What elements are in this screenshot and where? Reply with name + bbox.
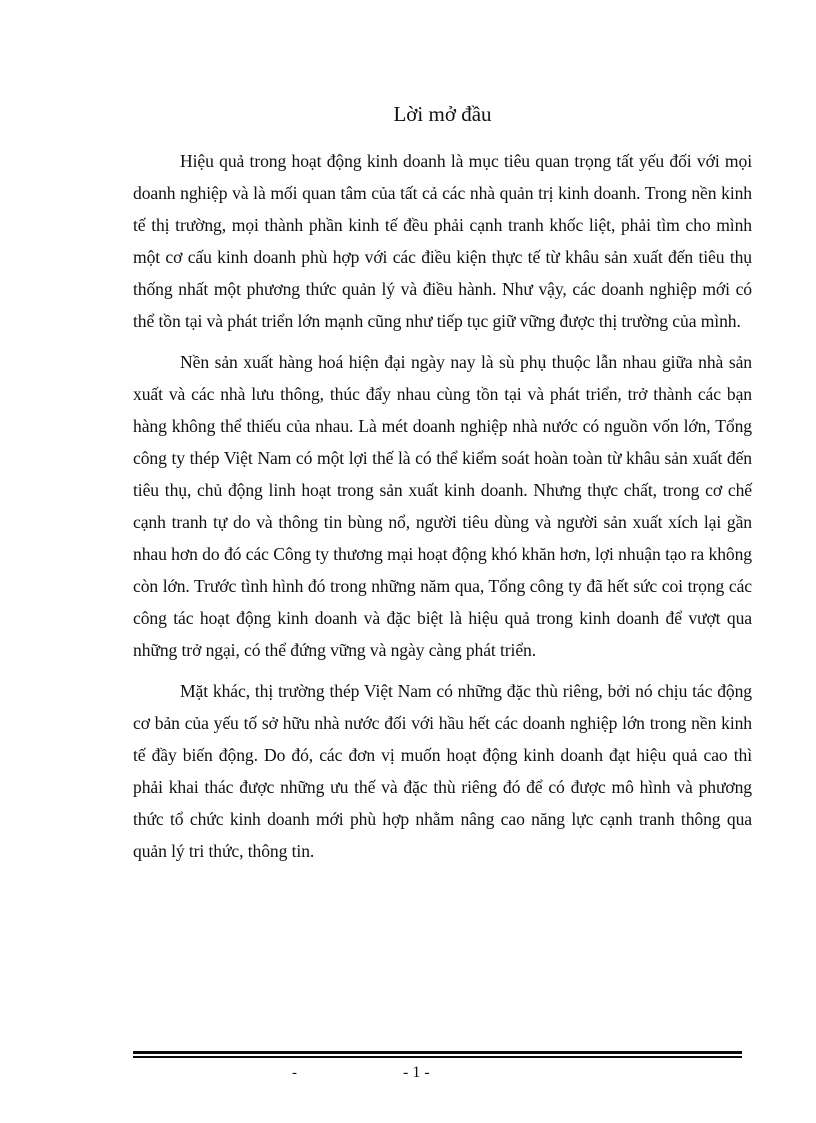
paragraph-2: Nền sản xuất hàng hoá hiện đại ngày nay là sù phụ thuộc lẫn nhau giữa nhà sản xuất và các nhà lưu thông, thúc đẩy nhau cùng tồn tại và phát triển, trở thành các bạn hàng không thể thiếu của nhau. Là mét doanh nghiệp nhà nước có nguồn vốn lớn, Tổng công ty thép Việt Nam có một lợi thế là có thể kiểm soát hoàn toàn từ khâu sản xuất đến tiêu thụ, chủ động linh hoạt trong sản xuất kinh doanh. Nhưng thực chất, trong cơ chế cạnh tranh tự do và thông tin bùng nổ, người tiêu dùng và người sản xuất xích lại gần nhau hơn do đó các Công ty thương mại hoạt động khó khăn hơn, lợi nhuận tạo ra không còn lớn. Trước tình hình đó trong những năm qua, Tổng công ty đã hết sức coi trọng các công tác hoạt động kinh doanh và đặc biệt là hiệu quả trong kinh doanh để vượt qua những trở ngại, có thể đứng vững và ngày càng phát triển. <box>133 352 752 660</box>
paragraph-1: Hiệu quả trong hoạt động kinh doanh là mục tiêu quan trọng tất yếu đối với mọi doanh nghiệp và là mối quan tâm của tất cả các nhà quản trị kinh doanh. Trong nền kinh tế thị trường, mọi thành phần kinh tế đều phải cạnh tranh khốc liệt, phải tìm cho mình một cơ cấu kinh doanh phù hợp với các điều kiện thực tế từ khâu sản xuất đến tiêu thụ thống nhất một phương thức quản lý và điều hành. Như vậy, các doanh nghiệp mới có thể tồn tại và phát triển lớn mạnh cũng như tiếp tục giữ vững được thị trường của mình. <box>133 151 752 331</box>
footer-left-mark: - <box>292 1065 297 1081</box>
footer-rule-thin-line <box>133 1056 742 1058</box>
page-number: - 1 - <box>403 1064 430 1081</box>
paragraph-3: Mặt khác, thị trường thép Việt Nam có những đặc thù riêng, bởi nó chịu tác động cơ bản của yếu tố sở hữu nhà nước đối với hầu hết các doanh nghiệp lớn trong nền kinh tế đầy biến động. Do đó, các đơn vị muốn hoạt động kinh doanh đạt hiệu quả cao thì phải khai thác được những ưu thế và đặc thù riêng đó để có được mô hình và phương thức tổ chức kinh doanh mới phù hợp nhằm nâng cao năng lực cạnh tranh thông qua quản lý tri thức, thông tin. <box>133 681 752 861</box>
footer-double-rule <box>133 1051 742 1058</box>
document-body <box>133 145 752 876</box>
page-title: Lời mở đầu <box>393 102 492 126</box>
